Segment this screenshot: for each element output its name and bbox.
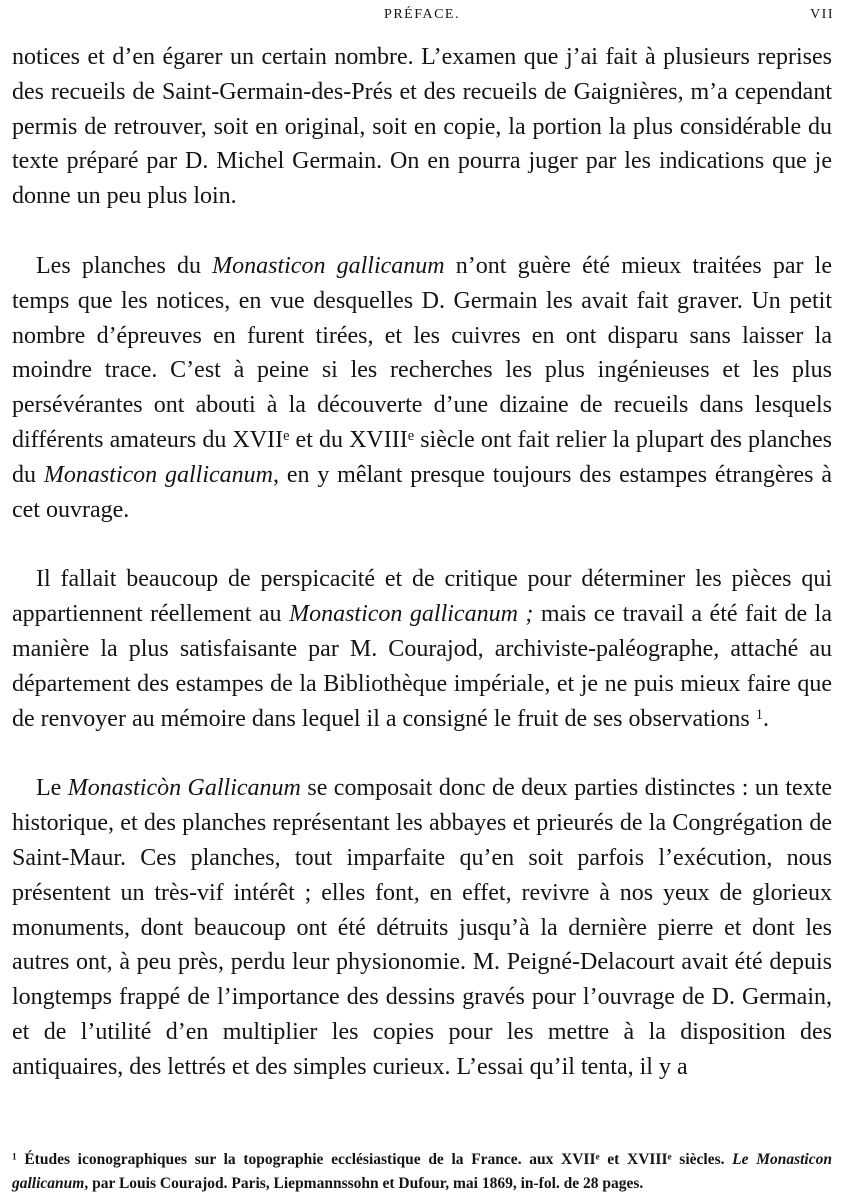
footnote — [12, 1148, 832, 1196]
paragraph-1 — [12, 40, 832, 214]
paragraph-2 — [12, 249, 832, 527]
italic-title: Monasticon gallicanum — [212, 252, 445, 279]
paragraph-text: siècle ont fait relier la plupart des planches du — [12, 426, 833, 488]
running-title: PRÉFACE. — [384, 7, 460, 22]
footnote-reference[interactable]: 1 — [755, 706, 763, 723]
page-number: VII — [810, 7, 834, 22]
body-text — [12, 40, 832, 1120]
superscript: e — [407, 427, 415, 444]
paragraph-text: n’ont guère été mieux traitées par le temps que les notices, en vue desquelles D. Germain les avait fait graver. Un petit nombre d’épreuves en furent tirées, et les cuivres en ont disparu sans laisser la moindre trace. C’est à peine si les recherches les plus ingénieuses et les plus persévérantes ont abouti à la découverte d’une dizaine de recueils dans lesquels différents amateurs du XVII — [12, 252, 832, 453]
paragraph-text: Le — [36, 775, 68, 802]
paragraph-text: . — [762, 705, 769, 732]
paragraph-text: Les planches du — [36, 252, 213, 279]
italic-title: Monasticòn Gallicanum — [67, 775, 301, 802]
italic-title: Monasticon gallicanum — [43, 461, 273, 488]
paragraph-text: mais ce travail a été fait de la manière la plus satisfaisante par M. Courajod, archiviste-paléographe, attaché au département des estampes de la Bibliothèque impériale, et je ne puis mieux faire que de renvoyer au mémoire dans lequel il a consigné le fruit de ses observations — [12, 601, 833, 732]
footnote-text: siècles. — [671, 1151, 733, 1168]
running-header — [0, 7, 844, 27]
paragraph-text: et du XVIII — [289, 426, 408, 453]
superscript: e — [595, 1152, 600, 1163]
footnote-text: , par Louis Courajod. Paris, Liepmannssohn et Dufour, mai 1869, in-fol. de 28 pages. — [84, 1175, 644, 1192]
footnote-mark: 1 — [12, 1152, 17, 1163]
paragraph-text: se composait donc de deux parties distinctes : un texte historique, et des planches représentant les abbayes et prieurés de la Congrégation de Saint-Maur. Ces planches, tout imparfaite qu’en soit parfois l’exécution, nous présentent un très-vif intérêt ; elles font, en effet, revivre à nos yeux de glorieux monuments, dont beaucoup ont été détruits jusqu’à la dernière pierre et dont les autres ont, à peu près, perdu leur physionomie. M. Peigné-Delacourt avait été depuis longtemps frappé de l’importance des dessins gravés pour l’ouvrage de D. Germain, et de l’utilité d’en multiplier les copies pour les mettre à la disposition des antiquaires, des lettrés et des simples curieux. L’essai qu’il tenta, il y a — [12, 775, 833, 1080]
footnote-text: Études iconographiques sur la topographie ecclésiastique de la France. aux XVII — [16, 1151, 596, 1168]
paragraph-text: Il fallait beaucoup de perspicacité et de critique pour déterminer les pièces qui appartiennent réellement au — [12, 566, 832, 628]
italic-title: Monasticon gallicanum ; — [289, 601, 534, 628]
paragraph-3 — [12, 562, 832, 736]
footnote-text: et XVIII — [599, 1151, 668, 1168]
paragraph-text: notices et d’en égarer un certain nombre. L’examen que j’ai fait à plusieurs reprises des recueils de Saint-Germain-des-Prés et des recueils de Gaignières, m’a cependant permis de retrouver, soit en original, soit en copie, la portion la plus considérable du texte préparé par D. Michel Germain. On en pourra juger par les indications que je donne un peu plus loin. — [12, 44, 832, 210]
paragraph-text: , en y mêlant presque toujours des estampes étrangères à cet ouvrage. — [12, 461, 833, 523]
italic-title: Le Monasticon gallicanum — [12, 1151, 832, 1192]
superscript: e — [283, 427, 290, 444]
superscript: e — [667, 1152, 672, 1163]
paragraph-4 — [12, 771, 832, 1084]
